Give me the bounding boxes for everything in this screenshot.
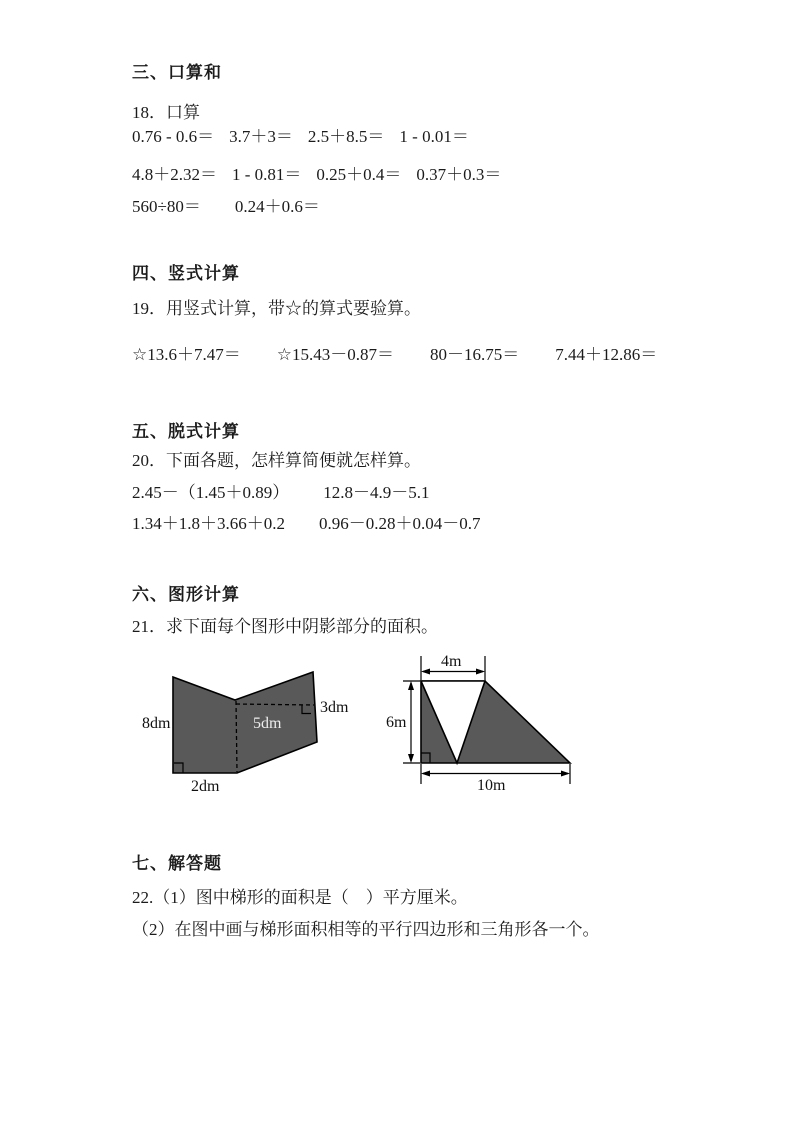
dimension-label-8dm: 8dm bbox=[142, 715, 171, 732]
dimension-label-3dm: 3dm bbox=[320, 699, 349, 716]
section-vertical-title: 四、竖式计算 bbox=[132, 264, 240, 283]
equation: 0.37＋0.3＝ bbox=[416, 165, 502, 184]
equation: 80－16.75＝ bbox=[430, 345, 520, 364]
equation: 2.45－（1.45＋0.89） bbox=[132, 483, 290, 502]
dimension-label-6m: 6m bbox=[386, 714, 407, 731]
question-18-label: 18．口算 bbox=[132, 103, 200, 122]
q20-equation-row-2 bbox=[132, 513, 515, 534]
equation: 0.96－0.28＋0.04－0.7 bbox=[319, 514, 481, 533]
arrowhead bbox=[476, 669, 485, 675]
question-21-label: 21．求下面每个图形中阴影部分的面积。 bbox=[132, 617, 438, 636]
equation: 1.34＋1.8＋3.66＋0.2 bbox=[132, 514, 285, 533]
dimension-label-2dm: 2dm bbox=[191, 778, 220, 795]
arrowhead bbox=[421, 771, 430, 777]
equation: 560÷80＝ bbox=[132, 197, 201, 216]
equation: 0.24＋0.6＝ bbox=[234, 197, 320, 216]
arrowhead bbox=[421, 669, 430, 675]
arrowhead bbox=[408, 681, 414, 690]
equation: 7.44＋12.86＝ bbox=[555, 345, 658, 364]
equation: 0.25＋0.4＝ bbox=[316, 165, 402, 184]
q18-equation-row-2 bbox=[132, 164, 516, 185]
equation: ☆15.43－0.87＝ bbox=[276, 345, 394, 364]
equation: 4.8＋2.32＝ bbox=[132, 165, 217, 184]
equation: 2.5＋8.5＝ bbox=[307, 127, 385, 146]
q20-equation-row-1 bbox=[132, 482, 464, 503]
figure-shaded-polygon-dm bbox=[135, 660, 350, 800]
arrowhead bbox=[408, 754, 414, 763]
section-word-title: 七、解答题 bbox=[132, 854, 222, 873]
section-oral-title: 三、口算和 bbox=[132, 63, 222, 82]
q18-equation-row-1 bbox=[132, 126, 484, 147]
dimension-label-4m: 4m bbox=[441, 653, 462, 670]
equation: 1 - 0.01＝ bbox=[399, 127, 469, 146]
equation: 12.8－4.9－5.1 bbox=[323, 483, 430, 502]
equation: ☆13.6＋7.47＝ bbox=[132, 345, 241, 364]
arrowhead bbox=[561, 771, 570, 777]
section-stepwise-title: 五、脱式计算 bbox=[132, 422, 240, 441]
equation: 0.76 - 0.6＝ bbox=[132, 127, 215, 146]
dimension-label-10m: 10m bbox=[477, 777, 506, 794]
shaded-polygon bbox=[173, 672, 317, 773]
question-20-label: 20．下面各题，怎样算简便就怎样算。 bbox=[132, 451, 421, 470]
figure-trapezoid-triangles-m bbox=[383, 645, 580, 798]
equation: 1 - 0.81＝ bbox=[232, 165, 302, 184]
dimension-label-5dm: 5dm bbox=[253, 715, 282, 732]
equation: 3.7＋3＝ bbox=[229, 127, 293, 146]
q18-equation-row-3 bbox=[132, 196, 354, 217]
q19-equation-row bbox=[132, 344, 693, 365]
section-figures-title: 六、图形计算 bbox=[132, 585, 240, 604]
question-22-part1: 22.（1）图中梯形的面积是（ ）平方厘米。 bbox=[132, 888, 468, 907]
question-22-part2: （2）在图中画与梯形面积相等的平行四边形和三角形各一个。 bbox=[132, 920, 600, 939]
question-19-label: 19．用竖式计算，带☆的算式要验算。 bbox=[132, 299, 421, 318]
